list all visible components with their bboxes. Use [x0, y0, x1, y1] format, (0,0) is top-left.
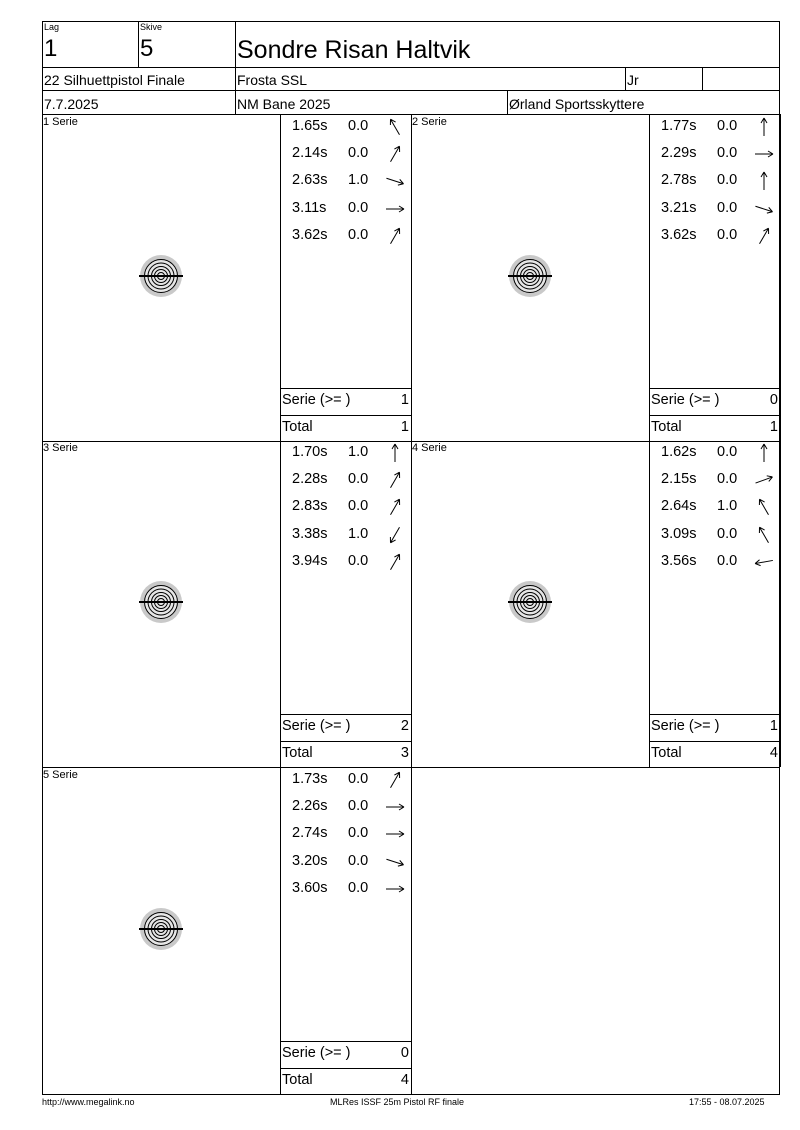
serie-title: 1 Serie [43, 116, 78, 128]
total-value: 1 [769, 419, 778, 435]
shot-score: 0.0 [348, 145, 369, 162]
shot-score: 0.0 [717, 199, 738, 216]
shot-score: 0.0 [348, 498, 369, 515]
serie-sum-label: Serie (>= ) [282, 392, 351, 408]
direction-arrow-icon [384, 526, 406, 544]
shot-score: 0.0 [717, 118, 738, 134]
shot-time: 2.26s [292, 798, 328, 815]
serie-title: 3 Serie [43, 442, 78, 454]
shot-time: 3.62s [292, 226, 328, 243]
footer-software: MLRes ISSF 25m Pistol RF finale [330, 1097, 465, 1107]
direction-arrow-icon [384, 880, 406, 898]
direction-arrow-icon [384, 118, 406, 136]
shot-score: 0.0 [348, 825, 369, 842]
skive-label: Skive [140, 22, 163, 32]
direction-arrow-icon [753, 200, 775, 218]
club-name: Frosta SSL [237, 72, 308, 88]
shot-time: 3.62s [661, 226, 697, 243]
shot-score: 0.0 [717, 145, 738, 162]
shot-time: 2.28s [292, 471, 328, 488]
lag-label: Lag [44, 22, 60, 32]
shot-time: 1.70s [292, 444, 328, 460]
shot-score: 0.0 [348, 852, 369, 869]
direction-arrow-icon [753, 145, 775, 163]
shot-time: 3.11s [292, 199, 327, 216]
direction-arrow-icon [384, 825, 406, 843]
skive-value: 5 [140, 35, 154, 62]
direction-arrow-icon [753, 227, 775, 245]
total-label: Total [651, 745, 682, 761]
shot-score: 0.0 [348, 879, 369, 896]
serie-sum-label: Serie (>= ) [282, 718, 351, 734]
serie-sum-value: 1 [400, 392, 409, 408]
direction-arrow-icon [753, 498, 775, 516]
shot-score: 0.0 [348, 118, 369, 134]
shot-score: 1.0 [348, 444, 369, 460]
shooter-name: Sondre Risan Haltvik [237, 36, 471, 64]
shot-time: 3.09s [661, 525, 697, 542]
shot-time: 3.94s [292, 552, 328, 569]
total-label: Total [282, 745, 313, 761]
serie-sum-label: Serie (>= ) [651, 718, 720, 734]
total-label: Total [282, 1072, 313, 1088]
shot-time: 3.56s [661, 552, 697, 569]
target-icon [131, 572, 191, 632]
serie-sum-label: Serie (>= ) [282, 1045, 351, 1061]
shot-score: 0.0 [348, 552, 369, 569]
shot-score: 1.0 [348, 525, 369, 542]
shot-time: 2.83s [292, 498, 328, 515]
shot-score: 0.0 [717, 525, 738, 542]
shot-time: 1.62s [661, 444, 697, 460]
footer-timestamp: 17:55 - 08.07.2025 [689, 1097, 765, 1107]
serie-sum-label: Serie (>= ) [651, 392, 720, 408]
target-icon [131, 246, 191, 306]
shot-score: 0.0 [348, 199, 369, 216]
direction-arrow-icon [753, 172, 775, 190]
shot-time: 3.38s [292, 525, 328, 542]
competition-name: NM Bane 2025 [237, 96, 331, 112]
footer-url[interactable]: http://www.megalink.no [42, 1097, 135, 1107]
class-name: Jr [627, 72, 639, 88]
shot-time: 2.29s [661, 145, 697, 162]
shot-score: 0.0 [348, 471, 369, 488]
shot-time: 2.78s [661, 172, 697, 189]
total-value: 4 [400, 1072, 409, 1088]
direction-arrow-icon [384, 853, 406, 871]
total-value: 4 [769, 745, 778, 761]
serie-title: 5 Serie [43, 769, 78, 781]
direction-arrow-icon [384, 771, 406, 789]
shot-time: 2.64s [661, 498, 697, 515]
serie-sum-value: 1 [769, 718, 778, 734]
serie-sum-value: 0 [400, 1045, 409, 1061]
target-icon [131, 899, 191, 959]
shot-score: 0.0 [717, 471, 738, 488]
shot-score: 0.0 [717, 172, 738, 189]
lag-value: 1 [44, 35, 58, 62]
total-value: 1 [400, 419, 409, 435]
date: 7.7.2025 [44, 96, 99, 112]
direction-arrow-icon [384, 471, 406, 489]
total-label: Total [282, 419, 313, 435]
shot-score: 0.0 [717, 444, 738, 460]
shot-score: 1.0 [717, 498, 738, 515]
shot-time: 3.20s [292, 852, 328, 869]
shot-time: 3.60s [292, 879, 328, 896]
direction-arrow-icon [384, 172, 406, 190]
direction-arrow-icon [753, 118, 775, 136]
serie-title: 4 Serie [412, 442, 447, 454]
direction-arrow-icon [384, 200, 406, 218]
event-name: 22 Silhuettpistol Finale [44, 72, 185, 88]
target-icon [500, 572, 560, 632]
shot-time: 2.14s [292, 145, 328, 162]
shot-time: 2.74s [292, 825, 328, 842]
shot-time: 2.15s [661, 471, 697, 488]
serie-title: 2 Serie [412, 116, 447, 128]
shot-score: 0.0 [717, 226, 738, 243]
direction-arrow-icon [753, 444, 775, 462]
direction-arrow-icon [384, 553, 406, 571]
serie-sum-value: 0 [769, 392, 778, 408]
direction-arrow-icon [384, 145, 406, 163]
direction-arrow-icon [384, 227, 406, 245]
serie-sum-value: 2 [400, 718, 409, 734]
shot-score: 0.0 [348, 798, 369, 815]
organizer-name: Ørland Sportsskyttere [509, 96, 645, 112]
direction-arrow-icon [753, 553, 775, 571]
shot-time: 1.73s [292, 771, 328, 787]
target-icon [500, 246, 560, 306]
shot-time: 1.65s [292, 118, 328, 134]
shot-time: 3.21s [661, 199, 697, 216]
total-value: 3 [400, 745, 409, 761]
shot-score: 1.0 [348, 172, 369, 189]
shot-score: 0.0 [717, 552, 738, 569]
direction-arrow-icon [753, 471, 775, 489]
shot-time: 1.77s [661, 118, 697, 134]
shot-score: 0.0 [348, 771, 369, 787]
direction-arrow-icon [384, 498, 406, 516]
direction-arrow-icon [753, 526, 775, 544]
shot-score: 0.0 [348, 226, 369, 243]
total-label: Total [651, 419, 682, 435]
direction-arrow-icon [384, 798, 406, 816]
shot-time: 2.63s [292, 172, 328, 189]
direction-arrow-icon [384, 444, 406, 462]
